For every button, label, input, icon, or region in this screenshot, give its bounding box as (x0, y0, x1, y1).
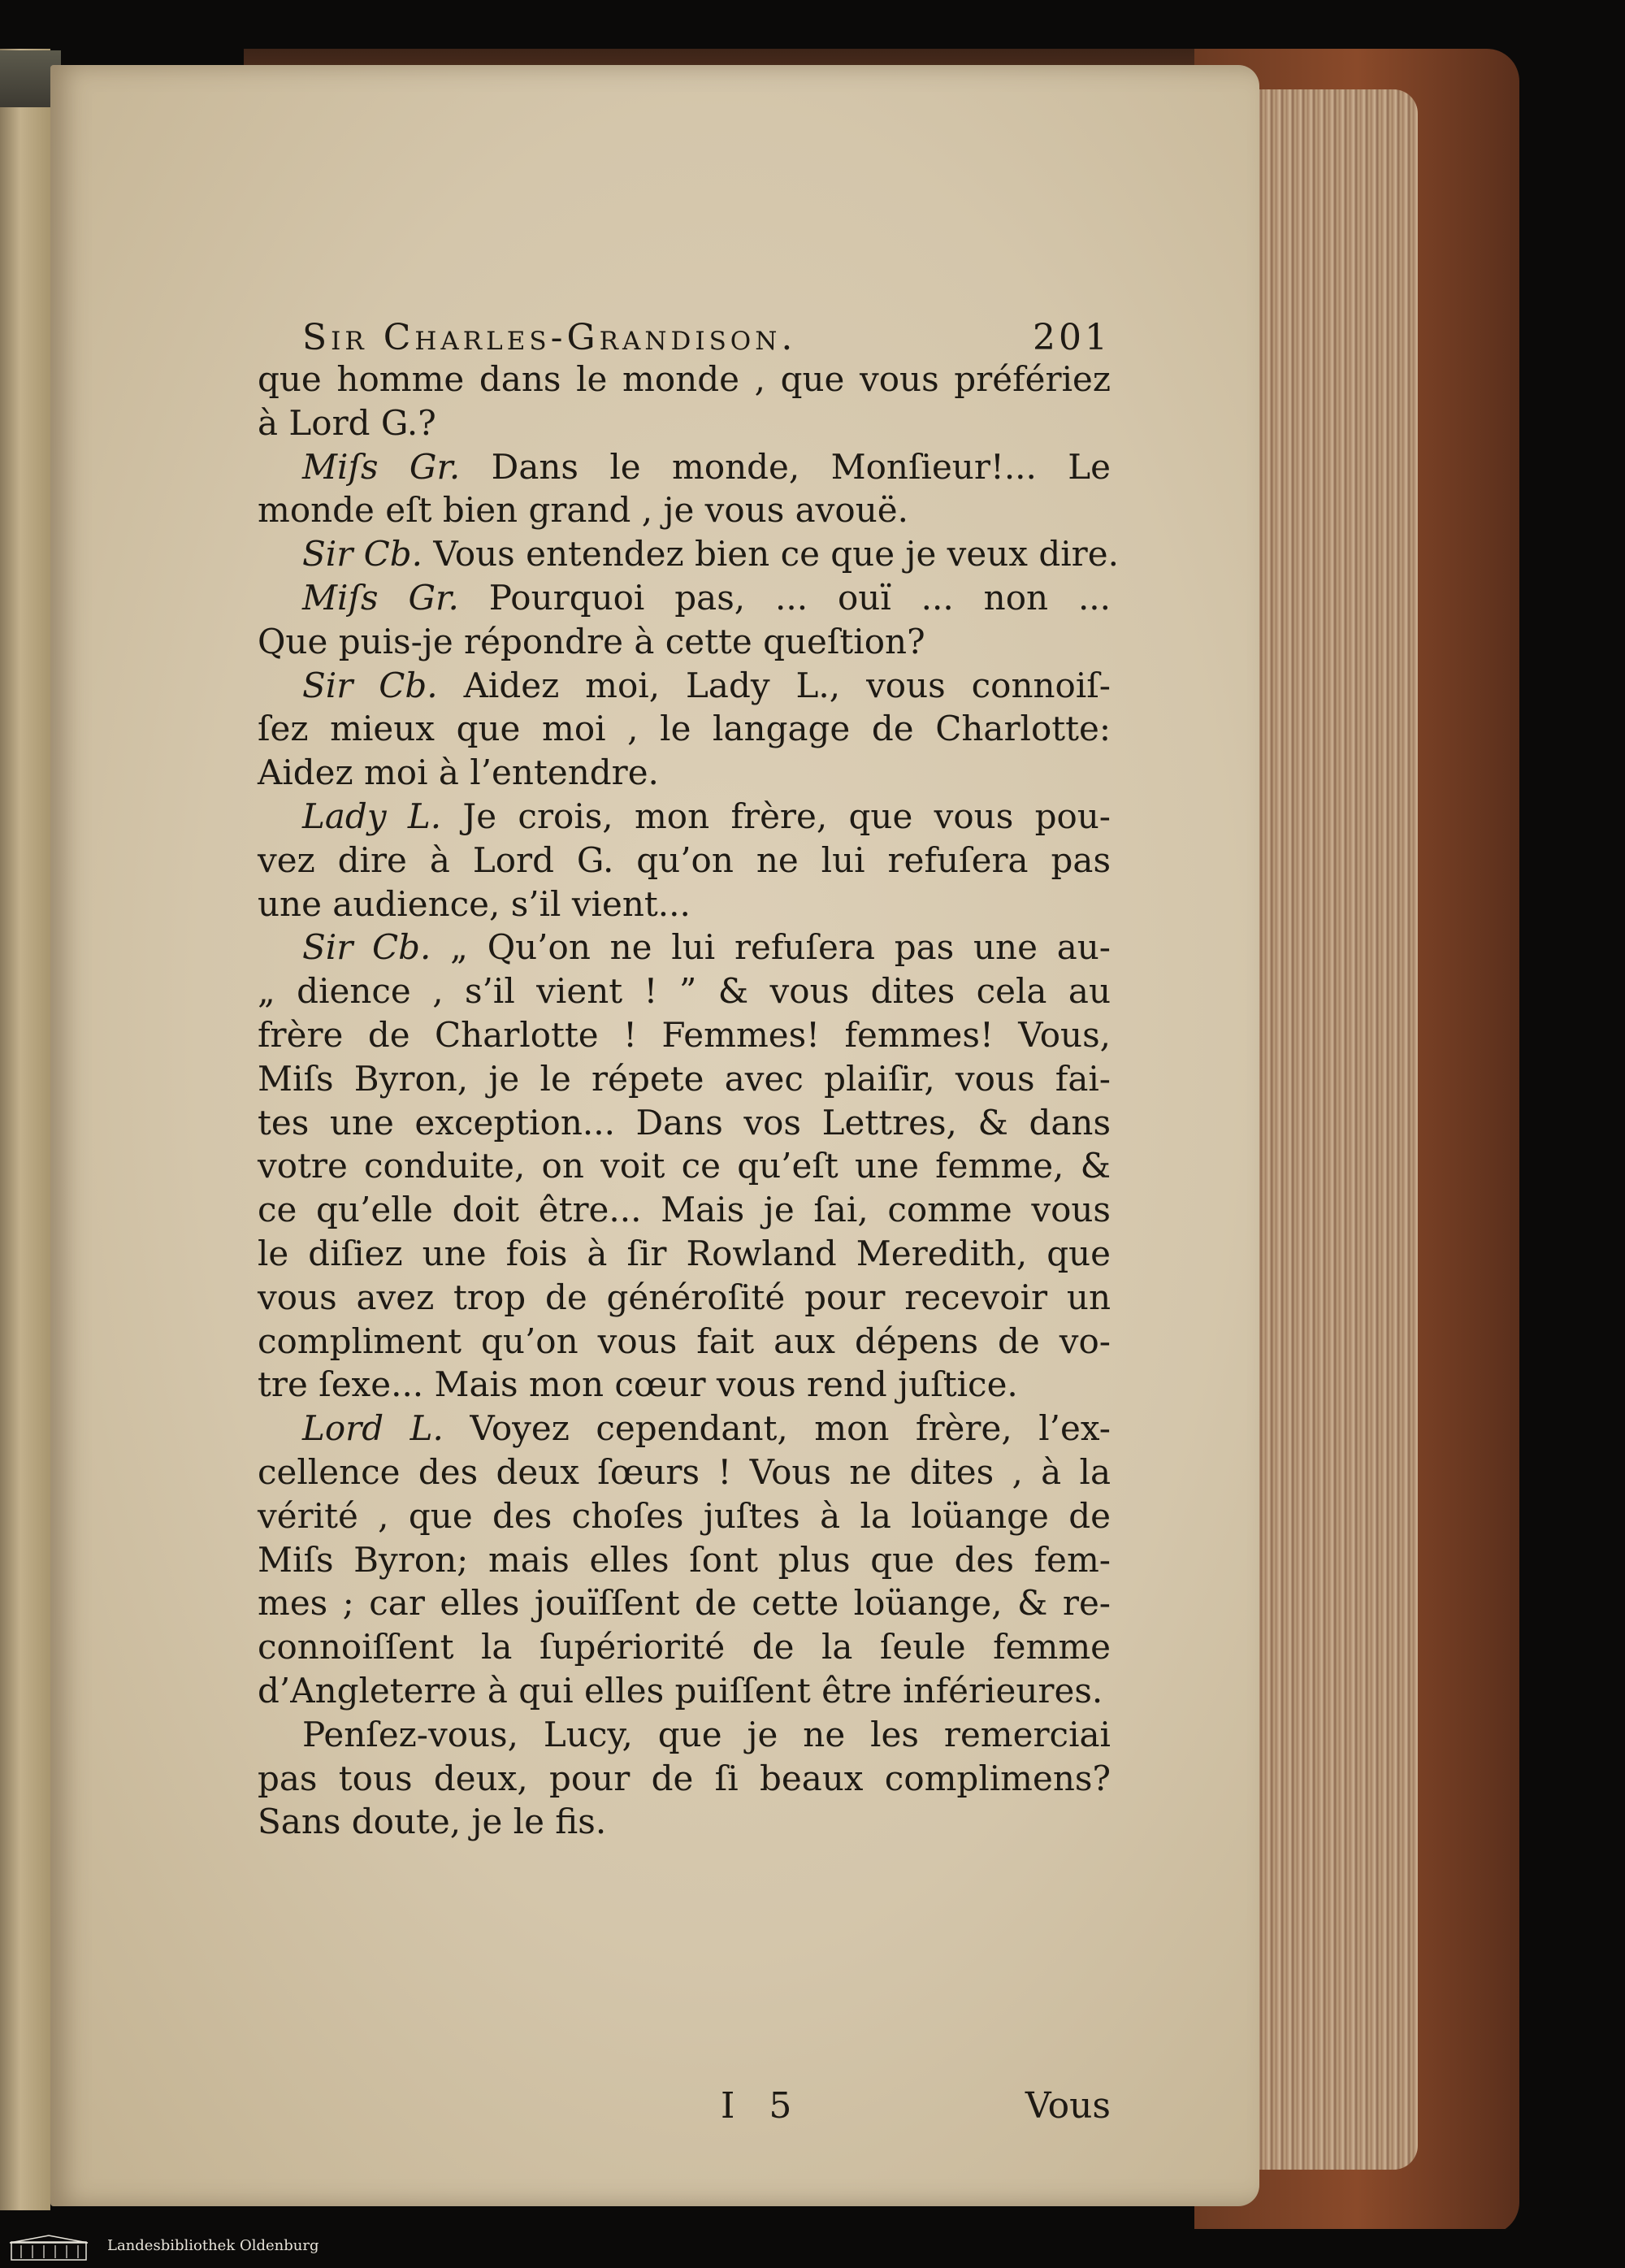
text-line (258, 1232, 1111, 1276)
text-line (258, 1757, 1111, 1801)
line-text: Dans le monde, Monſieur!... Le (460, 446, 1111, 487)
speaker-name: Miſs Gr. (302, 446, 461, 487)
text-line (258, 1713, 1111, 1757)
text-line (258, 707, 1111, 751)
line-text: connoiſſent la ſupériorité de la ſeule femme (258, 1627, 1111, 1667)
speaker-name: Miſs Gr. (302, 577, 459, 618)
line-text: cellence des deux ſœurs ! Vous ne dites , à la (258, 1451, 1111, 1492)
line-text: vous avez trop de généroſité pour recevoir un (258, 1277, 1111, 1317)
text-line (258, 926, 1111, 969)
line-text: pas tous deux, pour de ſi beaux complimens? (258, 1758, 1111, 1798)
page-edges (1255, 89, 1418, 2170)
text-line (258, 445, 1111, 489)
text-line (258, 401, 1111, 445)
catchword: Vous (1025, 2085, 1111, 2127)
line-text: compliment qu’on vous fait aux dépens de vo- (258, 1320, 1111, 1361)
text-line (258, 358, 1111, 401)
line-text: monde eſt bien grand , je vous avouë. (258, 490, 908, 531)
text-line (258, 1800, 1111, 1844)
text-line (258, 1494, 1111, 1538)
text-line (258, 1581, 1111, 1625)
body-lines (258, 358, 1119, 1844)
line-text: à Lord G.? (258, 402, 436, 443)
text-line (258, 1407, 1111, 1451)
line-text: Voyez cependant, mon frère, l’ex- (443, 1408, 1111, 1449)
text-line (258, 795, 1111, 839)
text-line (258, 1276, 1111, 1320)
running-head (302, 317, 1111, 358)
speaker-name: Sir Cb. (302, 665, 438, 705)
previous-page-fragment (0, 49, 50, 2210)
text-line (258, 751, 1111, 795)
line-text: frère de Charlotte ! Femmes! femmes! Vous, (258, 1014, 1111, 1055)
page-footer-line (258, 2084, 1111, 2133)
line-text: mes ; car elles jouïſſent de cette loüange, & re- (258, 1583, 1111, 1624)
text-line (258, 839, 1111, 882)
line-text: une audience, s’il vient... (258, 883, 691, 924)
line-text: „ dience , s’il vient ! ” & vous dites cela au (258, 971, 1111, 1012)
line-text: Aidez moi à l’entendre. (258, 752, 659, 793)
line-text: tes une exception... Dans vos Lettres, & dans (258, 1102, 1111, 1143)
text-line (258, 1101, 1111, 1145)
text-line (258, 1057, 1111, 1101)
signature-mark: I 5 (721, 2085, 804, 2127)
text-line (258, 664, 1111, 708)
speaker-name: Lady L. (302, 796, 442, 836)
text-line (258, 1363, 1111, 1407)
line-text: d’Angleterre à qui elles puiſſent être inférieures. (258, 1670, 1103, 1711)
text-line (258, 1013, 1111, 1057)
speaker-name: Sir Cb. (302, 534, 423, 575)
text-line (258, 488, 1111, 532)
line-text: vez dire à Lord G. qu’on ne lui refuſera pas (258, 839, 1111, 880)
text-line (258, 1669, 1111, 1713)
line-text: que homme dans le monde , que vous préfériez (258, 359, 1111, 399)
book-page (50, 65, 1259, 2206)
line-text: ce qu’elle doit être... Mais je ſai, comme vous (258, 1190, 1111, 1230)
text-line (258, 1320, 1111, 1364)
line-text: „ Qu’on ne lui refuſera pas une au- (431, 927, 1111, 968)
library-name: Landesbibliothek Oldenburg (107, 2237, 319, 2254)
line-text: votre conduite, on voit ce qu’eſt une femme, & (258, 1146, 1111, 1186)
text-line (258, 969, 1111, 1013)
line-text: Penſez-vous, Lucy, que je ne les remerciai (302, 1714, 1111, 1754)
speaker-name: Sir Cb. (302, 927, 431, 968)
line-text: Miſs Byron, je le répete avec plaiſir, vous fai- (258, 1058, 1111, 1099)
library-building-icon (8, 2234, 89, 2261)
text-line (258, 1625, 1111, 1669)
line-text: le diſiez une fois à ſir Rowland Meredith, que (258, 1233, 1111, 1273)
page-number: 201 (1033, 317, 1111, 358)
text-line (258, 532, 1119, 576)
line-text: Sans doute, je le fis. (258, 1802, 607, 1842)
text-line (258, 1451, 1111, 1494)
text-line (258, 1144, 1111, 1188)
line-text: Que puis-je répondre à cette queſtion? (258, 621, 925, 661)
line-text: ſez mieux que moi , le langage de Charlotte: (258, 709, 1111, 749)
text-line (258, 620, 1111, 664)
line-text: Aidez moi, Lady L., vous connoiſ- (437, 665, 1112, 705)
running-head-title: Sir Charles-Grandison. (302, 317, 797, 358)
text-line (258, 1188, 1111, 1232)
text-line (258, 576, 1111, 620)
speaker-name: Lord L. (302, 1408, 444, 1449)
line-text: Pourquoi pas, ... ouï ... non ... (458, 577, 1111, 618)
line-text: vérité , que des choſes juſtes à la loüange de (258, 1495, 1111, 1536)
line-text: tre ſexe... Mais mon cœur vous rend juſtice. (258, 1364, 1018, 1405)
text-line (258, 882, 1111, 926)
text-line (258, 1538, 1111, 1582)
line-text: Je crois, mon frère, que vous pou- (441, 796, 1111, 836)
line-text: Miſs Byron; mais elles ſont plus que des fem- (258, 1539, 1111, 1580)
line-text: Vous entendez bien ce que je veux dire. (422, 534, 1119, 575)
